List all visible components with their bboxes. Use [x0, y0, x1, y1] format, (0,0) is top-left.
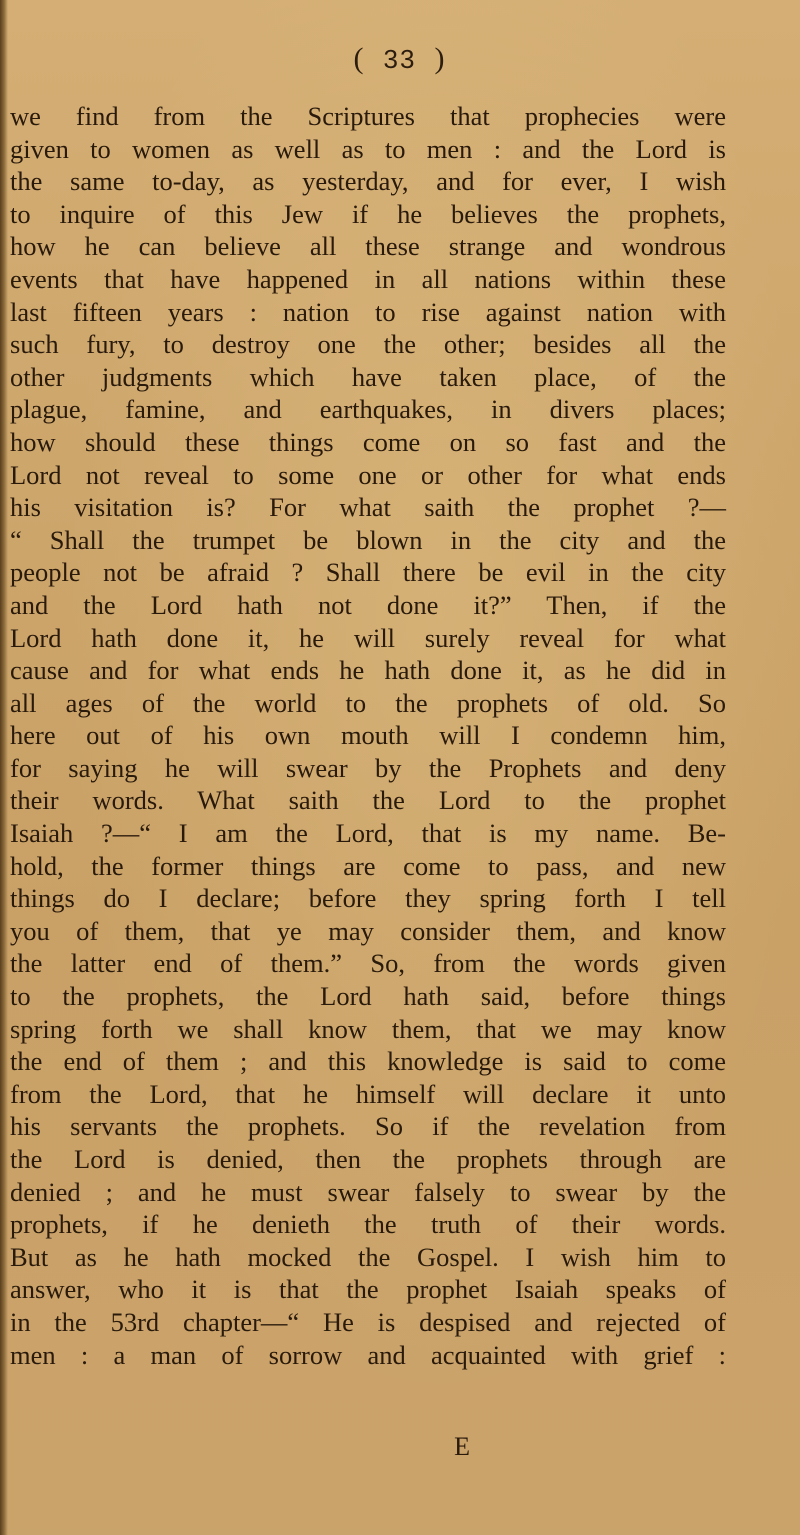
text-line: their words. What saith the Lord to the prophet: [10, 785, 726, 816]
text-line: we find from the Scriptures that prophecies were: [10, 101, 726, 131]
text-line: Isaiah ?—“ I am the Lord, that is my name. Be-: [10, 818, 726, 849]
text-line: events that have happened in all nations within these: [10, 263, 726, 294]
text-line: Lord not reveal to some one or other for what ends: [10, 459, 726, 490]
text-line: the Lord is denied, then the prophets through are: [10, 1144, 726, 1174]
text-line: how he can believe all these strange and wondrous: [10, 231, 726, 262]
text-line: “ Shall the trumpet be blown in the city and the: [10, 524, 726, 555]
text-line: other judgments which have taken place, of the: [10, 361, 726, 392]
page-number: 33: [383, 44, 417, 74]
text-line: such fury, to destroy one the other; besides all the: [10, 329, 726, 360]
text-line: But as he hath mocked the Gospel. I wish him to: [10, 1241, 726, 1272]
text-line: plague, famine, and earthquakes, in divers places;: [10, 394, 726, 425]
text-line: the latter end of them.” So, from the words given: [10, 948, 726, 979]
text-line: here out of his own mouth will I condemn him,: [10, 720, 726, 751]
text-line: people not be afraid ? Shall there be evil in the city: [10, 557, 726, 588]
text-line: all ages of the world to the prophets of old. So: [10, 687, 726, 718]
text-line: for saying he will swear by the Prophets and deny: [10, 752, 726, 783]
text-line: in the 53rd chapter—“ He is despised and rejected of: [10, 1306, 726, 1337]
text-line: cause and for what ends he hath done it, as he did in: [10, 655, 726, 686]
text-line: and the Lord hath not done it?” Then, if the: [10, 589, 726, 620]
text-line: to inquire of this Jew if he believes the prophets,: [10, 198, 726, 229]
signature-mark: E: [454, 1432, 470, 1461]
text-line: his visitation is? For what saith the prophet ?—: [10, 492, 726, 523]
text-line: answer, who it is that the prophet Isaiah speaks of: [10, 1274, 726, 1305]
text-line: denied ; and he must swear falsely to swear by the: [10, 1176, 726, 1207]
body-text: [10, 100, 726, 1371]
text-line: from the Lord, that he himself will declare it unto: [10, 1078, 726, 1109]
text-line: men : a man of sorrow and acquainted with grief :: [10, 1339, 726, 1370]
text-line: given to women as well as to men : and the Lord is: [10, 133, 726, 164]
text-line: prophets, if he denieth the truth of their words.: [10, 1209, 726, 1240]
page-header: [0, 42, 800, 76]
text-line: you of them, that ye may consider them, and know: [10, 915, 726, 946]
open-paren: (: [353, 42, 366, 75]
text-line: things do I declare; before they spring forth I tell: [10, 883, 726, 914]
text-line: spring forth we shall know them, that we may know: [10, 1013, 726, 1044]
text-line: the same to-day, as yesterday, and for ever, I wish: [10, 166, 726, 197]
text-line: the end of them ; and this knowledge is said to come: [10, 1046, 726, 1077]
text-line: Lord hath done it, he will surely reveal for what: [10, 622, 726, 653]
close-paren: ): [434, 42, 447, 75]
text-line: how should these things come on so fast and the: [10, 426, 726, 457]
text-line: last fifteen years : nation to rise against nation with: [10, 296, 726, 327]
text-line: his servants the prophets. So if the revelation from: [10, 1111, 726, 1142]
text-line: hold, the former things are come to pass, and new: [10, 850, 726, 881]
text-line: to the prophets, the Lord hath said, before things: [10, 981, 726, 1012]
page-gutter-binding: [0, 0, 8, 1535]
